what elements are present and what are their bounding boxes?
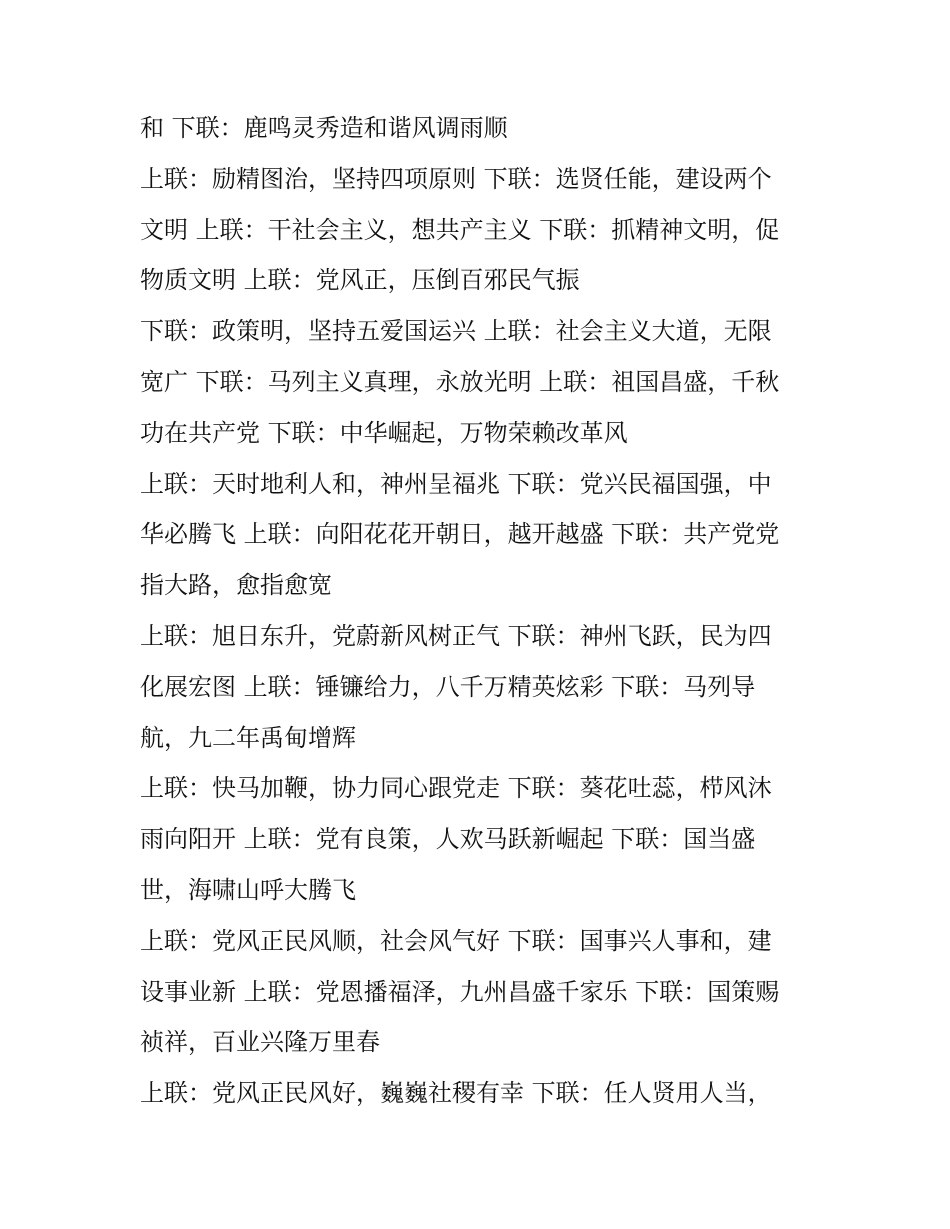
text-line: 指大路，愈指愈宽 (140, 571, 332, 600)
text-line: 上联：旭日东升，党蔚新风树正气 下联：神州飞跃，民为四 (140, 621, 772, 650)
text-line: 上联：励精图治，坚持四项原则 下联：选贤任能，建设两个 (140, 164, 772, 193)
text-line: 上联：党风正民风好，巍巍社稷有幸 下联：任人贤用人当， (140, 1079, 772, 1108)
text-line: 下联：政策明，坚持五爱国运兴 上联：社会主义大道，无限 (140, 317, 772, 346)
text-line: 设事业新 上联：党恩播福泽，九州昌盛千家乐 下联：国策赐 (140, 977, 780, 1006)
text-line: 世，海啸山呼大腾飞 (140, 875, 356, 904)
text-line: 物质文明 上联：党风正，压倒百邪民气振 (140, 266, 580, 295)
text-line: 功在共产党 下联：中华崛起，万物荣赖改革风 (140, 418, 628, 447)
text-line: 文明 上联：干社会主义，想共产主义 下联：抓精神文明，促 (140, 215, 780, 244)
text-line: 航，九二年禹甸增辉 (140, 723, 356, 752)
text-line: 上联：党风正民风顺，社会风气好 下联：国事兴人事和，建 (140, 926, 772, 955)
text-line: 上联：天时地利人和，神州呈福兆 下联：党兴民福国强，中 (140, 469, 772, 498)
text-line: 化展宏图 上联：锤镰给力，八千万精英炫彩 下联：马列导 (140, 672, 756, 701)
text-line: 祯祥，百业兴隆万里春 (140, 1028, 380, 1057)
text-line: 和 下联：鹿鸣灵秀造和谐风调雨顺 (140, 114, 508, 142)
text-line: 华必腾飞 上联：向阳花花开朝日，越开越盛 下联：共产党党 (140, 520, 780, 549)
text-line: 上联：快马加鞭，协力同心跟党走 下联：葵花吐蕊，栉风沐 (140, 774, 772, 803)
text-line: 宽广 下联：马列主义真理，永放光明 上联：祖国昌盛，千秋 (140, 367, 780, 396)
document-body (140, 103, 810, 1119)
text-line: 雨向阳开 上联：党有良策，人欢马跃新崛起 下联：国当盛 (140, 825, 756, 854)
